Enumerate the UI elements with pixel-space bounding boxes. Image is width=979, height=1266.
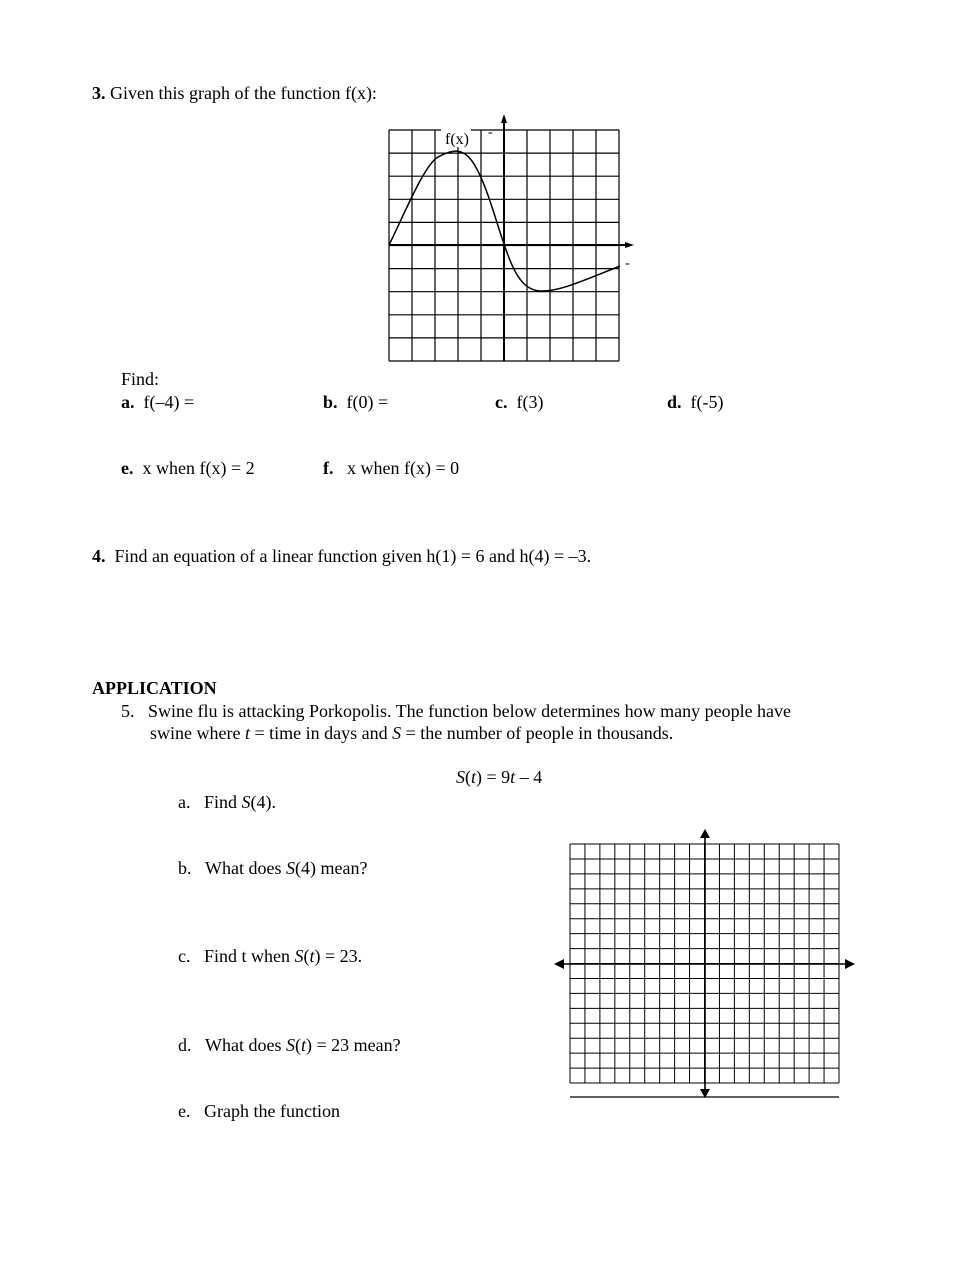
application-heading: APPLICATION <box>92 678 217 698</box>
eq-seg: t <box>471 767 477 787</box>
q5-line1 <box>121 701 791 721</box>
q5-part-seg: What does <box>205 1035 286 1055</box>
blank-x-axis-arrow-left <box>554 959 564 969</box>
q4 <box>92 546 591 566</box>
q5-line2-seg: swine where <box>150 723 245 743</box>
q5-part-seg: S <box>285 1035 295 1055</box>
q5-number: 5. <box>121 701 135 721</box>
q3-part-d <box>667 392 724 412</box>
fx-graph <box>380 110 650 372</box>
q4-number: 4. <box>92 546 106 566</box>
q3-part-e-label: e. <box>121 458 134 478</box>
q5-part-d <box>178 1035 401 1055</box>
q5-part-b-label: b. <box>178 858 192 878</box>
q4-text: Find an equation of a linear function given h(1) = 6 and h(4) = –3. <box>114 546 592 566</box>
eq-seg: ) = 9 <box>476 767 511 787</box>
find-label: Find: <box>121 369 160 389</box>
q5-part-a-label: a. <box>178 792 191 812</box>
q3-part-d-label: d. <box>667 392 682 412</box>
q5-line2-seg: = the number of people in thousands. <box>401 723 674 743</box>
q3-part-a-text: f(–4) = <box>143 392 195 412</box>
q5-part-seg: What does <box>205 858 286 878</box>
q3-heading <box>92 83 377 103</box>
q3-number: 3. <box>92 83 106 103</box>
q3-prompt: Given this graph of the function f(x): <box>110 83 377 103</box>
q5-part-seg: (4). <box>250 792 277 812</box>
q5-part-seg: S <box>241 792 251 812</box>
q3-part-c-text: f(3) <box>516 392 544 412</box>
q5-part-c <box>178 946 362 966</box>
q3-part-c <box>495 392 543 412</box>
q5-part-seg: S <box>285 858 295 878</box>
fx-x-axis-arrow <box>625 242 634 248</box>
q3-part-d-text: f(-5) <box>690 392 724 412</box>
q5-part-seg: ( <box>303 946 310 966</box>
q3-part-f-text: x when f(x) = 0 <box>347 458 460 478</box>
q5-part-d-label: d. <box>178 1035 192 1055</box>
eq-seg: S <box>456 767 465 787</box>
q3-part-c-label: c. <box>495 392 508 412</box>
q5-line2-seg: = time in days and <box>249 723 393 743</box>
q5-part-seg: Find t when <box>204 946 295 966</box>
q5-line1-text: Swine flu is attacking Porkopolis. The function below determines how many people have <box>148 701 792 721</box>
q5-part-e <box>178 1101 340 1121</box>
q5-line2 <box>150 723 673 743</box>
q5-part-seg: t <box>309 946 315 966</box>
fx-y-tick-mark: - <box>488 125 493 140</box>
fx-y-axis-arrow <box>501 114 507 123</box>
q5-part-seg: (4) mean? <box>294 858 368 878</box>
blank-x-axis-arrow-right <box>845 959 855 969</box>
q5-part-seg: Find <box>204 792 242 812</box>
q5-part-c-label: c. <box>178 946 191 966</box>
fx-graph-label: f(x) <box>445 131 469 148</box>
eq-seg: t <box>510 767 516 787</box>
q5-part-b <box>178 858 367 878</box>
q3-part-f <box>323 458 459 478</box>
fx-x-tick-mark: - <box>625 256 630 271</box>
eq-seg: ( <box>465 767 471 787</box>
q5-equation <box>456 767 542 787</box>
q3-part-e <box>121 458 255 478</box>
q5-part-seg: t <box>300 1035 306 1055</box>
q5-part-a <box>178 792 276 812</box>
q5-part-seg: ) = 23 mean? <box>306 1035 401 1055</box>
q3-part-b-label: b. <box>323 392 338 412</box>
q3-part-a-label: a. <box>121 392 135 412</box>
q5-part-seg: Graph the function <box>204 1101 340 1121</box>
q3-part-a <box>121 392 194 412</box>
q3-part-e-text: x when f(x) = 2 <box>142 458 255 478</box>
q3-part-f-label: f. <box>323 458 334 478</box>
eq-seg: – 4 <box>515 767 543 787</box>
q5-part-seg: S <box>294 946 304 966</box>
blank-graph-grid <box>550 825 860 1105</box>
q5-part-seg: ( <box>294 1035 301 1055</box>
q5-part-e-label: e. <box>178 1101 191 1121</box>
q3-part-b <box>323 392 388 412</box>
q5-part-seg: ) = 23. <box>314 946 363 966</box>
q5-line2-var-t: t <box>244 723 250 743</box>
q5-line2-var-s: S <box>392 723 402 743</box>
blank-y-axis-arrow-up <box>700 829 710 838</box>
q3-part-b-text: f(0) = <box>346 392 389 412</box>
